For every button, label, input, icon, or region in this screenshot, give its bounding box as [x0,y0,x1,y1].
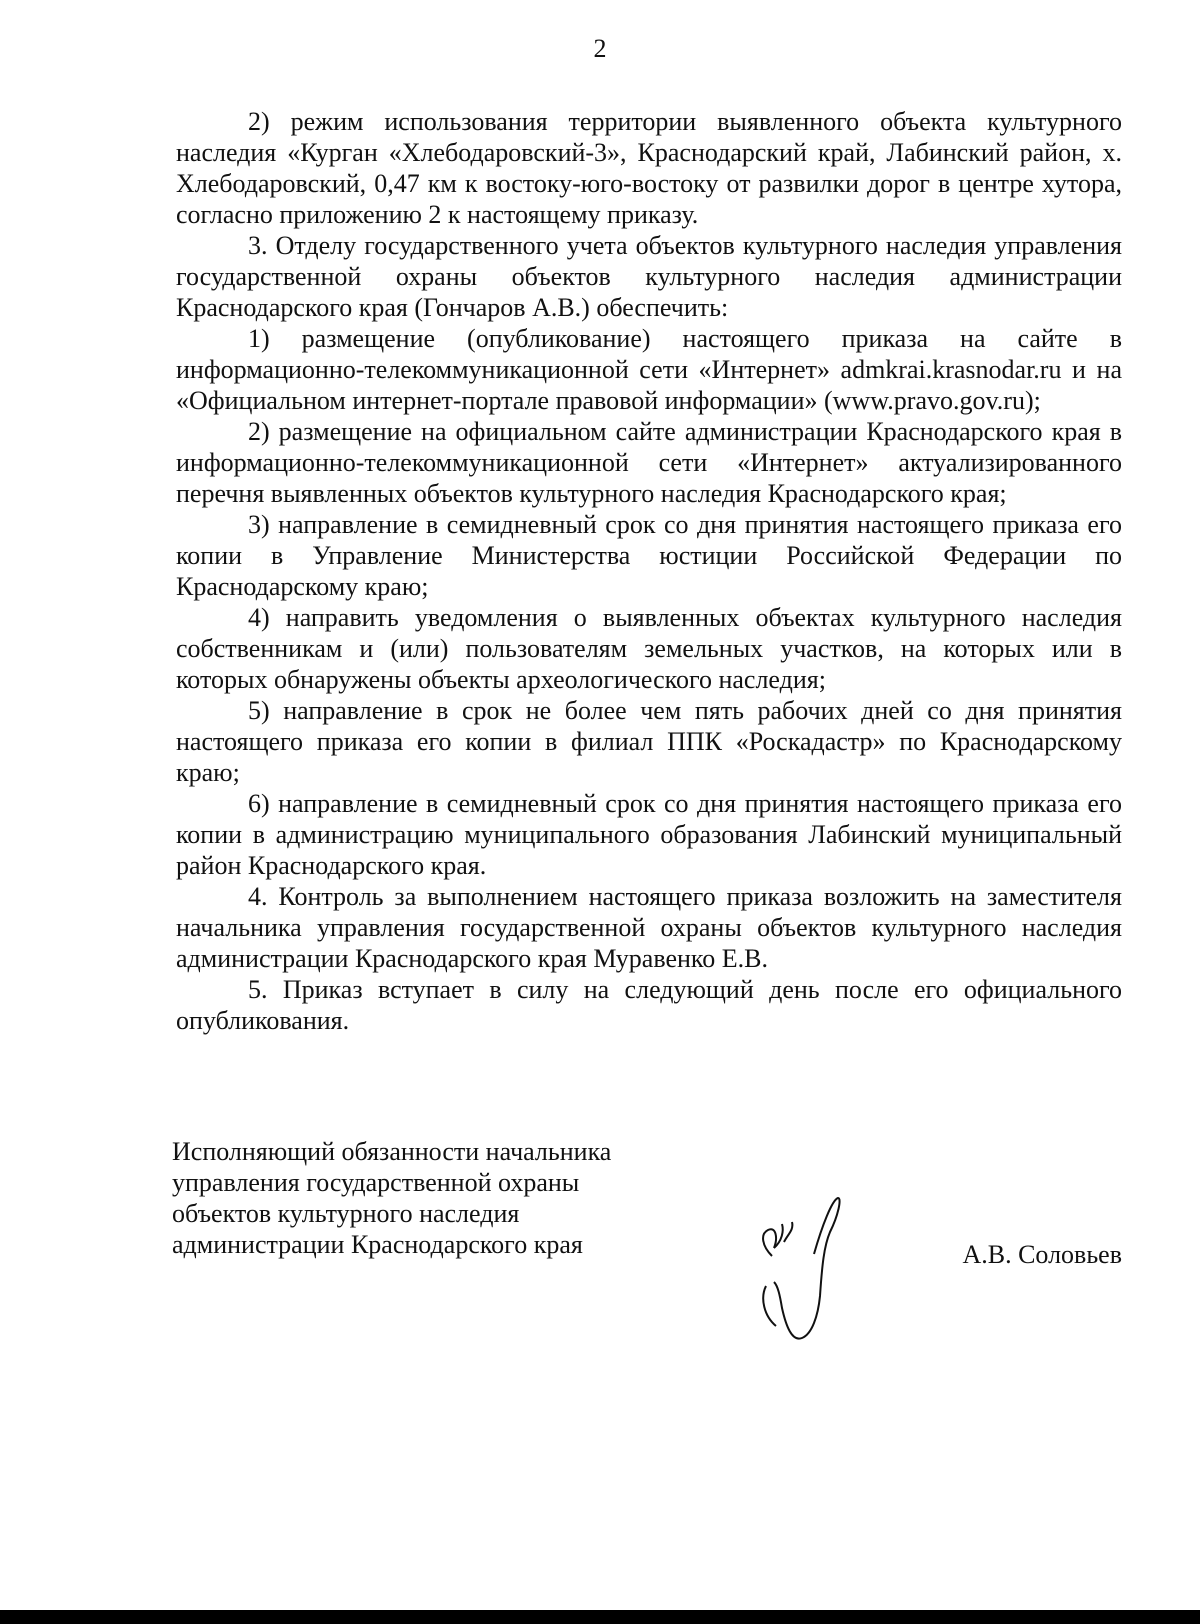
signer-title [172,1136,692,1260]
signer-name: А.В. Соловьев [962,1240,1122,1269]
handwritten-signature [752,1186,862,1346]
page-number: 2 [593,34,607,63]
signer-title-line: администрации Краснодарского края [172,1230,583,1259]
signer-title-line: Исполняющий обязанности начальника [172,1137,612,1166]
signature-block [172,1136,1122,1356]
paragraph-clause-5-effective: 5. Приказ вступает в силу на следующий день после его официального опубликования. [176,975,1122,1035]
paragraph-item-6-municipality: 6) направление в семидневный срок со дня принятия настоящего приказа его копии в администрацию муниципального образования Лабинский муниципальный район Краснодарского края. [176,789,1122,880]
paragraph-item-3-ministry-justice: 3) направление в семидневный срок со дня принятия настоящего приказа его копии в Управление Министерства юстиции Российской Федерации по Краснодарскому краю; [176,510,1122,601]
paragraph-clause-3: 3. Отделу государственного учета объектов культурного наследия управления государственной охраны объектов культурного наследия администрации Краснодарского края (Гончаров А.В.) обеспечить: [176,231,1122,322]
scan-bottom-edge [0,1610,1200,1624]
paragraph-item-1-publication: 1) размещение (опубликование) настоящего приказа на сайте в информационно-телекоммуникационной сети «Интернет» admkrai.krasnodar.ru и на «Официальном интернет-портале правовой информации» (www.pravo.gov.ru); [176,324,1122,415]
document-body [176,106,1122,1036]
paragraph-item-4-notifications: 4) направить уведомления о выявленных объектах культурного наследия собственникам и (или) пользователям земельных участков, на которых или в которых обнаружены объекты археологического наследия; [176,603,1122,694]
signer-title-line: объектов культурного наследия [172,1199,520,1228]
signer-title-line: управления государственной охраны [172,1168,580,1197]
paragraph-clause-4-control: 4. Контроль за выполнением настоящего приказа возложить на заместителя начальника управления государственной охраны объектов культурного наследия администрации Краснодарского края Муравенко Е.В. [176,882,1122,973]
paragraph-item-2-official-site: 2) размещение на официальном сайте администрации Краснодарского края в информационно-телекоммуникационной сети «Интернет» актуализированного перечня выявленных объектов культурного наследия Краснодарского края; [176,417,1122,508]
paragraph-item-5-roskadastr: 5) направление в срок не более чем пять рабочих дней со дня принятия настоящего приказа его копии в филиал ППК «Роскадастр» по Краснодарскому краю; [176,696,1122,787]
paragraph-item-2-regime: 2) режим использования территории выявленного объекта культурного наследия «Курган «Хлебодаровский-3», Краснодарский край, Лабинский район, х. Хлебодаровский, 0,47 км к востоку-юго-востоку от развилки дорог в центре хутора, согласно приложению 2 к настоящему приказу. [176,107,1122,229]
